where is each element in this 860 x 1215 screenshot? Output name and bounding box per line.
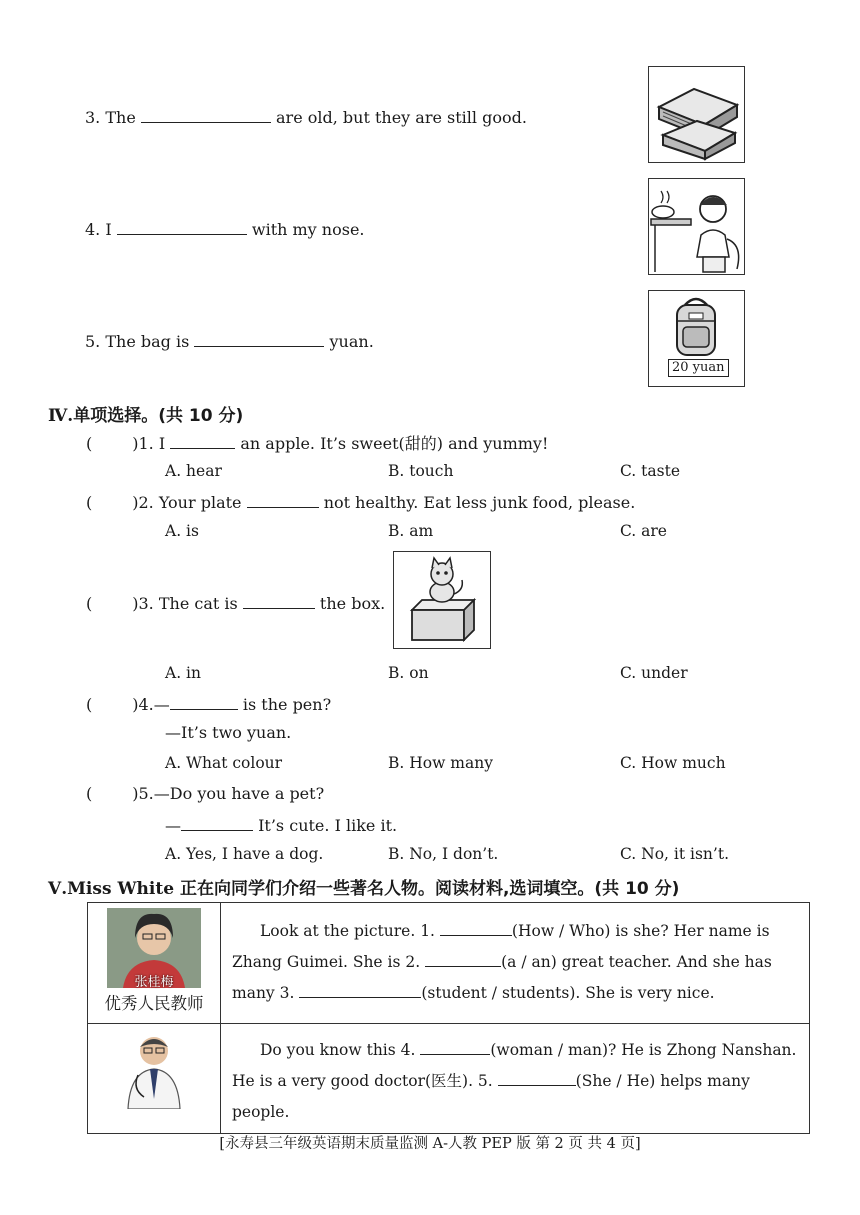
table-row	[88, 903, 810, 1024]
mc-question-5-reply: — It’s cute. I like it.	[165, 816, 398, 835]
option-b: B. am	[388, 522, 434, 540]
zhang-guimei-photo	[107, 908, 201, 988]
photo-cell-zhong-nanshan	[88, 1024, 221, 1134]
mc-question-4: ( )4.— is the pen?	[86, 695, 332, 714]
smelling-boy-picture	[648, 178, 745, 275]
option-c: C. are	[620, 522, 667, 540]
mc-question-1: ( )1. I an apple. It’s sweet(甜的) and yummy!	[86, 434, 549, 453]
photo-name-label: 张桂梅	[134, 975, 174, 990]
option-c: C. under	[620, 664, 688, 682]
option-b: B. touch	[388, 462, 454, 480]
mc-question-2: ( )2. Your plate not healthy. Eat less junk food, please.	[86, 493, 636, 512]
answer-blank[interactable]	[440, 919, 512, 936]
section-5-heading: Ⅴ.Miss White 正在向同学们介绍一些著名人物。阅读材料,选词填空。(共 10 分)	[48, 879, 680, 899]
price-tag: 20 yuan	[668, 359, 729, 377]
answer-blank[interactable]	[194, 330, 324, 347]
backpack-picture	[648, 290, 745, 387]
reading-table	[87, 902, 810, 1134]
table-row	[88, 1024, 810, 1134]
option-a: A. in	[165, 664, 201, 682]
section-4-heading: Ⅳ.单项选择。(共 10 分)	[48, 406, 244, 426]
answer-blank[interactable]	[141, 106, 271, 123]
answer-blank[interactable]	[420, 1038, 490, 1055]
mc-question-5: ( )5.—Do you have a pet?	[86, 784, 325, 803]
photo-cell-zhang-guimei	[88, 903, 221, 1024]
books-picture	[648, 66, 745, 163]
answer-blank[interactable]	[117, 218, 247, 235]
option-a: A. is	[165, 522, 199, 540]
question-4: 4. I with my nose.	[85, 220, 365, 239]
option-c: C. taste	[620, 462, 680, 480]
photo-caption: 优秀人民教师	[104, 994, 204, 1013]
zhong-nanshan-photo	[122, 1029, 186, 1109]
reading-passage-1: Look at the picture. 1. (How / Who) is she? Her name is Zhang Guimei. She is 2. (a / an) great teacher. And she has many 3. (student / students). She is very nice.	[221, 903, 810, 1024]
option-a: A. What colour	[165, 754, 283, 772]
mc-question-3: ( )3. The cat is the box.	[86, 594, 386, 613]
option-a: A. hear	[165, 462, 222, 480]
mc-question-4-reply: —It’s two yuan.	[165, 723, 292, 742]
answer-blank[interactable]	[498, 1069, 576, 1086]
answer-blank[interactable]	[425, 950, 501, 967]
answer-blank[interactable]	[299, 981, 421, 998]
question-5: 5. The bag is yuan.	[85, 332, 374, 351]
question-3: 3. The are old, but they are still good.	[85, 108, 527, 127]
option-b: B. on	[388, 664, 429, 682]
cat-on-box-picture	[393, 551, 491, 649]
option-c: C. No, it isn’t.	[620, 845, 729, 863]
option-b: B. No, I don’t.	[388, 845, 499, 863]
option-a: A. Yes, I have a dog.	[165, 845, 324, 863]
reading-passage-2: Do you know this 4. (woman / man)? He is Zhong Nanshan. He is a very good doctor(医生). 5. (She / He) helps many people.	[221, 1024, 810, 1134]
page-footer: [永寿县三年级英语期末质量监测 A-人教 PEP 版 第 2 页 共 4 页]	[219, 1136, 641, 1152]
option-c: C. How much	[620, 754, 726, 772]
option-b: B. How many	[388, 754, 493, 772]
